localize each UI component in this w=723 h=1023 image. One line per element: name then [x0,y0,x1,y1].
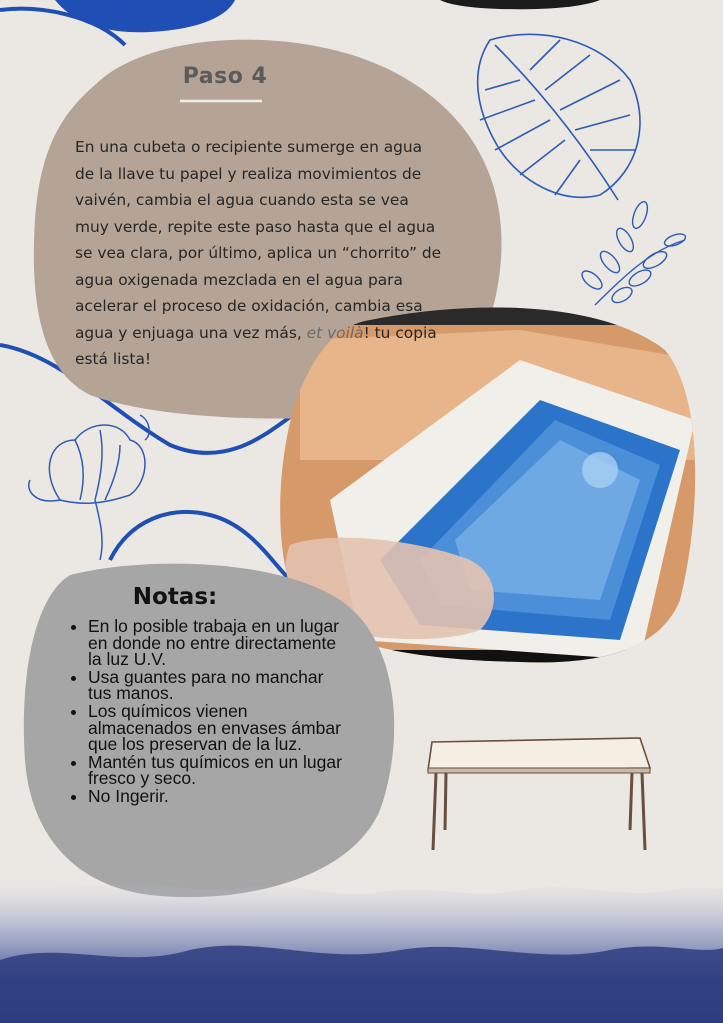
notas-title: Notas: [132,584,218,610]
leaf-branch-icon [579,200,687,306]
paso-text-end: ! tu copia está lista! [75,323,437,368]
paso-text-main: En una cubeta o recipiente sumerge en agua de la llave tu papel y realiza movimientos de vaivén, cambia el agua cuando esta se vea muy verde, repite este paso hasta que el agua se vea clara, por último, aplica un “chorrito” de agua oxigenada mezclada en el agua para acelerar el proceso de oxidación, cambia esa agua y enjuaga una vez más, [75,138,442,342]
list-item: • Mantén tus químicos en un lugar fresco y seco. [88,754,348,787]
list-item: • En lo posible trabaja en un lugar en donde no entre directamente la luz U.V. [88,618,348,668]
list-item: • Los químicos vienen almacenados en envases ámbar que los preservan de la luz. [88,703,348,753]
top-blue-blob [55,0,235,32]
monstera-leaf-icon [478,34,640,200]
notas-list [70,618,348,806]
list-item: • Usa guantes para no manchar tus manos. [88,669,348,702]
paso-text-emphasis: et voilà [306,323,364,342]
top-dark-image-edge [440,0,600,9]
list-item: • No Ingerir. [88,788,348,805]
paso-title: Paso 4 [182,64,268,89]
paso-instructions [75,134,445,373]
flower-icon [29,415,149,560]
table-icon [428,738,650,850]
